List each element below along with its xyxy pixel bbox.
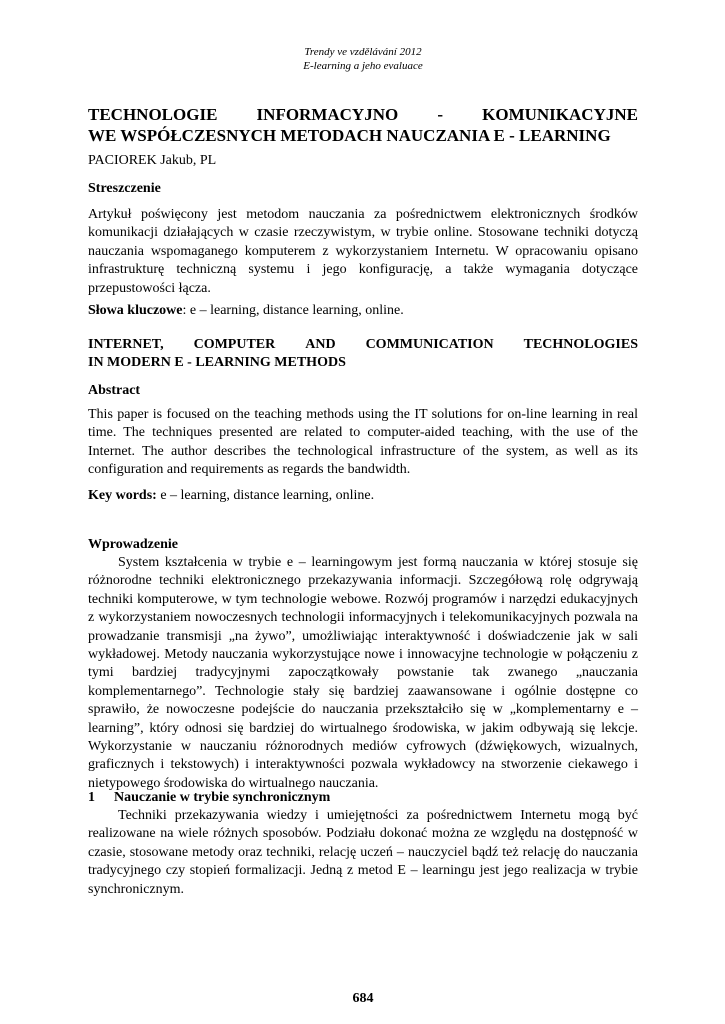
title-word: INFORMACYJNO bbox=[256, 105, 399, 124]
key-words bbox=[88, 488, 374, 504]
running-header-line1: Trendy ve vzdělávání 2012 bbox=[304, 46, 422, 58]
english-title-word: AND bbox=[305, 337, 336, 352]
abstract-heading: Abstract bbox=[88, 383, 141, 398]
running-header-line2: E-learning a jeho evaluace bbox=[303, 60, 423, 72]
streszczenie-text: Artykuł poświęcony jest metodom nauczania za pośrednictwem elektronicznych środków komunikacji działających w czasie rzeczywistym, w trybie online. Stosowane techniki dotyczą nauczania wspomaganego komputerem z wykorzystaniem Internetu. W opracowaniu opisano infrastrukturę techniczną systemu i jego konfigurację, a także wymagania dotyczące przepustowości łącza. bbox=[88, 207, 638, 296]
paper-title bbox=[88, 104, 638, 146]
english-title-line1 bbox=[88, 336, 638, 354]
wprowadzenie-heading: Wprowadzenie bbox=[88, 537, 178, 552]
title-line2: WE WSPÓŁCZESNYCH METODACH NAUCZANIA E - LEARNING bbox=[88, 126, 611, 145]
english-title-word: COMMUNICATION bbox=[365, 337, 494, 352]
english-title-word: COMPUTER bbox=[193, 337, 276, 352]
title-word: KOMUNIKACYJNE bbox=[482, 105, 638, 124]
english-title-line2: IN MODERN E - LEARNING METHODS bbox=[88, 355, 346, 370]
section1-number: 1 bbox=[88, 790, 95, 805]
title-word: TECHNOLOGIE bbox=[88, 105, 218, 124]
title-word: - bbox=[437, 105, 443, 124]
author: PACIOREK Jakub, PL bbox=[88, 153, 217, 168]
key-words-label: Key words: bbox=[88, 488, 157, 503]
page-number: 684 bbox=[352, 991, 374, 1006]
key-words-text: e – learning, distance learning, online. bbox=[156, 488, 375, 503]
slowa-kluczowe bbox=[88, 303, 404, 319]
section1-title: Nauczanie w trybie synchronicznym bbox=[114, 790, 331, 805]
section1-text: Techniki przekazywania wiedzy i umiejętności za pośrednictwem Internetu mogą być realizowane na wiele różnych sposobów. Podziału dokonać można ze względu na dostępność w czasie, stosowane metody oraz techniki, relację uczeń – nauczyciel bądź też relację do nauczania tradycyjnego czy stopień formalizacji. Jedną z metod E – learningu jest jego realizacja w trybie synchronicznym. bbox=[88, 808, 638, 897]
english-title bbox=[88, 336, 638, 372]
english-title-word: INTERNET, bbox=[88, 337, 164, 352]
abstract-text: This paper is focused on the teaching methods using the IT solutions for on-line learning in real time. The techniques presented are related to computer-aided teaching, with the use of the Internet. The author describes the technological infrastructure of the system, as well as its configuration and requirements as regards the bandwidth. bbox=[88, 407, 638, 478]
streszczenie-heading: Streszczenie bbox=[88, 181, 161, 196]
slowa-kluczowe-label: Słowa kluczowe bbox=[88, 303, 183, 318]
title-line1 bbox=[88, 104, 638, 125]
section1-heading bbox=[88, 790, 330, 806]
slowa-kluczowe-text: : e – learning, distance learning, online. bbox=[182, 303, 404, 318]
wprowadzenie-text: System kształcenia w trybie e – learningowym jest formą nauczania w której stosuje się różnorodne techniki elektronicznego przekazywania informacji. Szczegółową rolę odgrywają techniki komputerowe, w tym technologie webowe. Rozwój programów i narzędzi edukacyjnych z wykorzystaniem nowoczesnych technologii informacyjnych i telekomunikacyjnych pozwala na prowadzanie transmisji „na żywo”, umożliwiając interaktywność i doświadczenie jak w sali wykładowej. Metody nauczania wykorzystujące nowe i innowacyjne technologie w połączeniu z tymi bardziej tradycyjnymi zapoczątkowały powstanie tak zwanego „nauczania komplementarnego”. Technologie stały się bardziej zaawansowane i ogólnie dostępne co sprawiło, że nowoczesne podejście do nauczania przekształciło się w „komplementarny e – learning”, który odnosi się bardziej do wirtualnego środowiska, w jakim odbywają się lekcje. Wykorzystanie w nauczaniu różnorodnych mediów cyfrowych (dźwiękowych, wizualnych, graficznych i tekstowych) i interaktywności pozwala wykładowcy na stworzenie ciekawego i nietypowego środowiska do wirtualnego nauczania. bbox=[88, 555, 638, 791]
english-title-word: TECHNOLOGIES bbox=[523, 337, 638, 352]
